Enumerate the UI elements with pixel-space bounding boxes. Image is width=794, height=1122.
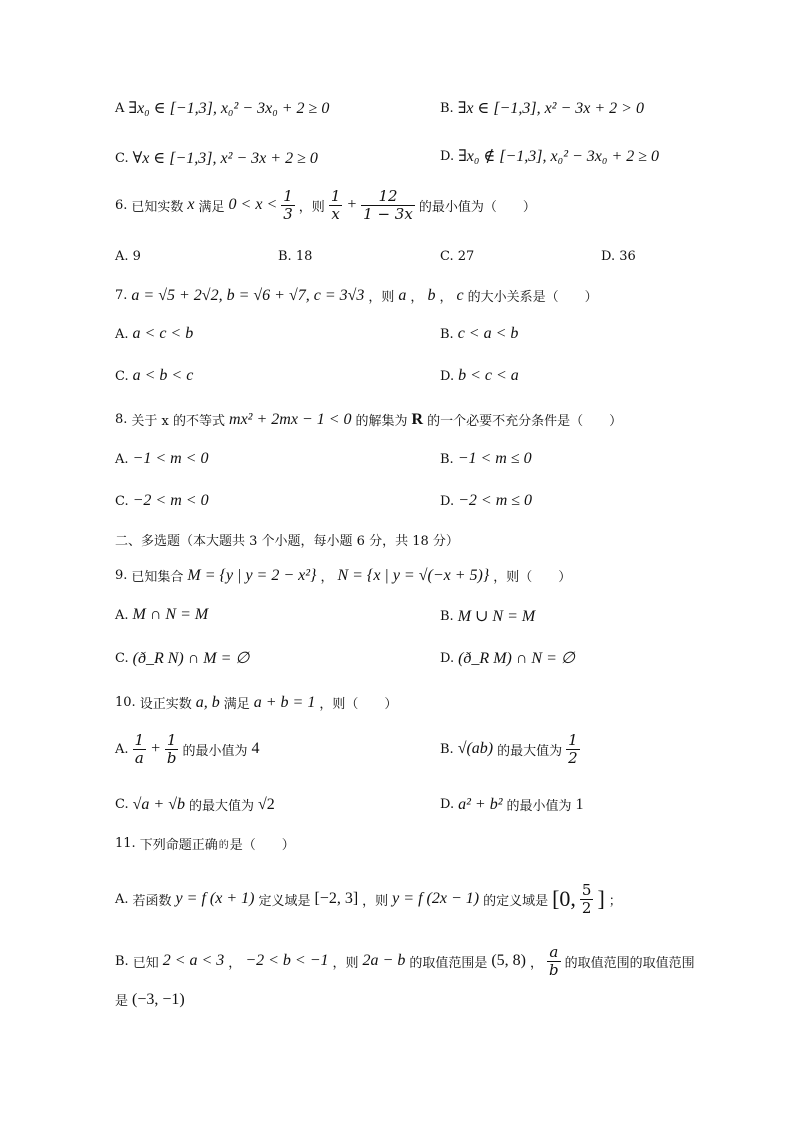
question-number: 9. (115, 568, 128, 583)
option-expr: √(ab) (457, 740, 494, 757)
section-heading-multiple-choice: 二、多选题（本大题共 3 个小题，每小题 6 分，共 18 分） (115, 534, 459, 549)
stem-text: 下列命题正确 (139, 838, 218, 853)
option-label: B. (440, 100, 454, 116)
stem-expr: mx² + 2mx − 1 < 0 (229, 410, 352, 428)
q6-option-c: C. 27 (440, 249, 475, 264)
separator: ， (410, 290, 424, 305)
q5-option-b (440, 98, 644, 118)
denominator: 2 (568, 748, 578, 767)
option-label: C. (115, 493, 129, 509)
q8-option-c (115, 492, 209, 510)
fraction-twelve (361, 188, 415, 222)
option-label: B. (440, 326, 454, 342)
q10-stem (115, 693, 397, 712)
question-number: 11. (115, 836, 136, 851)
stem-text: 关于 x 的不等式 (131, 414, 226, 429)
option-label: A. (115, 451, 129, 467)
denominator: 2 (581, 898, 592, 917)
q10-option-c (115, 795, 275, 814)
option-label: B. (440, 608, 454, 624)
separator: ， (228, 955, 242, 971)
q6-option-b: B. 18 (278, 249, 313, 264)
stem-text: 设正实数 (139, 697, 192, 712)
q11-option-a (115, 882, 622, 916)
question-number: 10. (115, 695, 136, 710)
numerator: 1 (165, 732, 179, 750)
stem-text: 的解集为 (355, 414, 408, 429)
option-text: 的定义域是 (483, 893, 549, 909)
option-expr: ∃x₀ ∉ [−1,3], x₀² − 3x₀ + 2 ≥ 0 (458, 148, 660, 165)
q9-option-d (440, 648, 575, 668)
option-text: 的最大值为 (497, 743, 563, 759)
expression: 2a − b (362, 952, 406, 969)
option-expr: M ∪ N = M (457, 608, 536, 625)
set-m: M = {y | y = 2 − x²} (187, 566, 317, 584)
option-label: D. (440, 493, 455, 509)
option-text: 的取值范围的取值范围 (564, 955, 695, 971)
option-label: C. (115, 797, 129, 812)
stem-text: 的大小关系是（ ） (467, 290, 598, 305)
fraction-one-over-x (329, 188, 343, 222)
option-expr: −2 < m ≤ 0 (458, 492, 533, 509)
denominator: 1 − 3x (363, 204, 413, 223)
range-interval: (5, 8) (491, 952, 526, 969)
q8-stem (115, 410, 622, 429)
option-value: 1 (575, 795, 584, 813)
stem-text: 是（ ） (229, 838, 295, 853)
q6-option-d: D. 36 (601, 249, 636, 264)
option-expr: a² + b² (458, 795, 503, 813)
q9-option-a (115, 606, 208, 624)
question-number: 8. (115, 412, 128, 427)
option-label: A. (115, 607, 129, 623)
stem-text: 的一个必要不充分条件是（ ） (427, 414, 623, 429)
interval-left: [0, (552, 886, 576, 911)
q5-option-a (115, 98, 329, 118)
option-label: B. (440, 741, 454, 757)
fraction-one-half (566, 732, 580, 766)
numerator: 5 (581, 881, 592, 899)
option-text: 已知 (132, 955, 159, 971)
option-text: 的取值范围是 (409, 955, 488, 971)
option-text: 的最小值为 (182, 743, 248, 759)
q11-stem (115, 834, 295, 853)
denominator: b (549, 960, 559, 979)
option-expr: ∃x₀ ∈ [−1,3], x₀² − 3x₀ + 2 ≥ 0 (128, 100, 330, 117)
stem-text: ，则 (368, 290, 395, 305)
option-text: 定义域是 (258, 893, 311, 909)
stem-text: 满足 (198, 199, 225, 215)
fraction-one-over-a (133, 732, 147, 766)
stem-expr: a = √5 + 2√2, b = √6 + √7, c = 3√3 (131, 286, 365, 304)
option-text: 是 (115, 994, 129, 1009)
var-c: c (456, 286, 464, 304)
stem-var: x (187, 196, 195, 213)
option-label: D. (440, 797, 455, 812)
interval-right: ] (597, 886, 605, 911)
q7-option-b (440, 325, 518, 343)
question-number: 7. (115, 288, 128, 303)
stem-text: 满足 (223, 697, 250, 712)
set-n: N = {x | y = √(−x + 5)} (337, 566, 490, 584)
separator: ， (529, 955, 543, 971)
option-label: B. (115, 953, 129, 969)
option-text: 若函数 (132, 893, 172, 909)
option-text: 的最大值为 (188, 799, 254, 814)
option-text: 的最小值为 (506, 799, 572, 814)
condition: 0 < x < (228, 196, 278, 213)
separator: ， (320, 570, 334, 585)
numerator: 1 (134, 731, 145, 749)
q8-option-a (115, 450, 208, 468)
option-label: C. (115, 368, 129, 384)
denominator: b (166, 748, 177, 767)
question-number: 6. (115, 197, 128, 213)
option-expr: a < c < b (132, 325, 194, 342)
option-label: C. (115, 150, 129, 166)
q9-stem (115, 566, 571, 585)
option-expr: a < b < c (132, 367, 194, 384)
q9-option-b (440, 606, 535, 626)
q5-option-c (115, 148, 318, 168)
option-expr: −1 < m < 0 (132, 450, 209, 467)
option-expr: (ð_R N) ∩ M = ∅ (132, 650, 250, 667)
option-label: C. (115, 650, 129, 666)
plus-sign: + (150, 740, 161, 757)
q10-option-b (440, 732, 580, 766)
option-label: A. (115, 891, 129, 907)
numerator: a (547, 944, 561, 962)
condition: −2 < b < −1 (245, 952, 329, 969)
q11-option-b-cont (115, 990, 185, 1009)
option-text: ； (608, 893, 622, 909)
option-label: D. (440, 650, 455, 666)
option-value: √2 (258, 795, 275, 813)
fraction-a-over-b (547, 944, 561, 978)
stem-vars: a, b (195, 693, 220, 711)
domain-interval: [−2, 3] (314, 890, 359, 907)
q8-option-d (440, 492, 532, 510)
q9-option-c (115, 648, 249, 668)
option-label: B. (440, 451, 454, 467)
stem-text: 已知集合 (131, 570, 184, 585)
real-set-symbol: R (411, 410, 424, 428)
numerator: 1 (283, 187, 293, 205)
plus-sign: + (346, 196, 358, 213)
option-label: A. (115, 326, 129, 342)
q6-option-a: A. 9 (115, 249, 141, 264)
stem-text: ，则（ ） (493, 570, 572, 585)
q5-option-d (440, 146, 659, 166)
denominator: 3 (283, 204, 293, 223)
q10-option-d (440, 795, 584, 814)
function-expr: y = f (2x − 1) (392, 890, 480, 907)
option-expr: b < c < a (458, 367, 519, 384)
fraction-one-third (281, 188, 295, 222)
option-label: A (115, 100, 125, 116)
option-expr: (ð_R M) ∩ N = ∅ (458, 650, 575, 667)
option-expr: −2 < m < 0 (132, 492, 209, 509)
q7-option-d (440, 367, 519, 385)
option-label: A. (115, 741, 129, 757)
option-expr: M ∩ N = M (132, 606, 209, 623)
q10-option-a (115, 732, 260, 766)
condition: 2 < a < 3 (162, 952, 225, 969)
function-expr: y = f (x + 1) (175, 890, 255, 907)
q7-option-a (115, 325, 193, 343)
numerator: 12 (361, 188, 415, 206)
option-label: D. (440, 148, 455, 164)
var-a: a (398, 286, 407, 304)
stem-superscript: 的 (218, 840, 229, 851)
q8-option-b (440, 450, 532, 468)
fraction-five-halves (580, 882, 594, 916)
numerator: 1 (330, 187, 341, 205)
q7-option-c (115, 367, 193, 385)
q7-stem (115, 286, 598, 305)
numerator: 1 (568, 731, 578, 749)
option-text: ，则 (332, 955, 359, 971)
option-expr: −1 < m ≤ 0 (457, 450, 532, 467)
stem-text: 已知实数 (131, 199, 184, 215)
option-expr: c < a < b (457, 325, 519, 342)
option-text: ，则 (362, 893, 389, 909)
stem-text: 的最小值为（ ） (418, 199, 536, 215)
condition: a + b = 1 (253, 693, 316, 711)
option-label: D. (440, 368, 455, 384)
fraction-one-over-b (165, 732, 179, 766)
range-interval: (−3, −1) (132, 990, 185, 1008)
q6-stem (115, 188, 536, 222)
stem-text: ，则 (298, 199, 325, 215)
stem-text: ，则（ ） (319, 697, 398, 712)
separator: ， (439, 290, 453, 305)
option-expr: √a + √b (132, 795, 185, 813)
q11-option-b (115, 944, 695, 978)
option-value: 4 (251, 740, 260, 757)
var-b: b (427, 286, 436, 304)
denominator: x (331, 204, 340, 223)
option-expr: ∀x ∈ [−1,3], x² − 3x + 2 ≥ 0 (132, 150, 318, 167)
denominator: a (134, 748, 144, 767)
option-expr: ∃x ∈ [−1,3], x² − 3x + 2 > 0 (457, 100, 644, 117)
